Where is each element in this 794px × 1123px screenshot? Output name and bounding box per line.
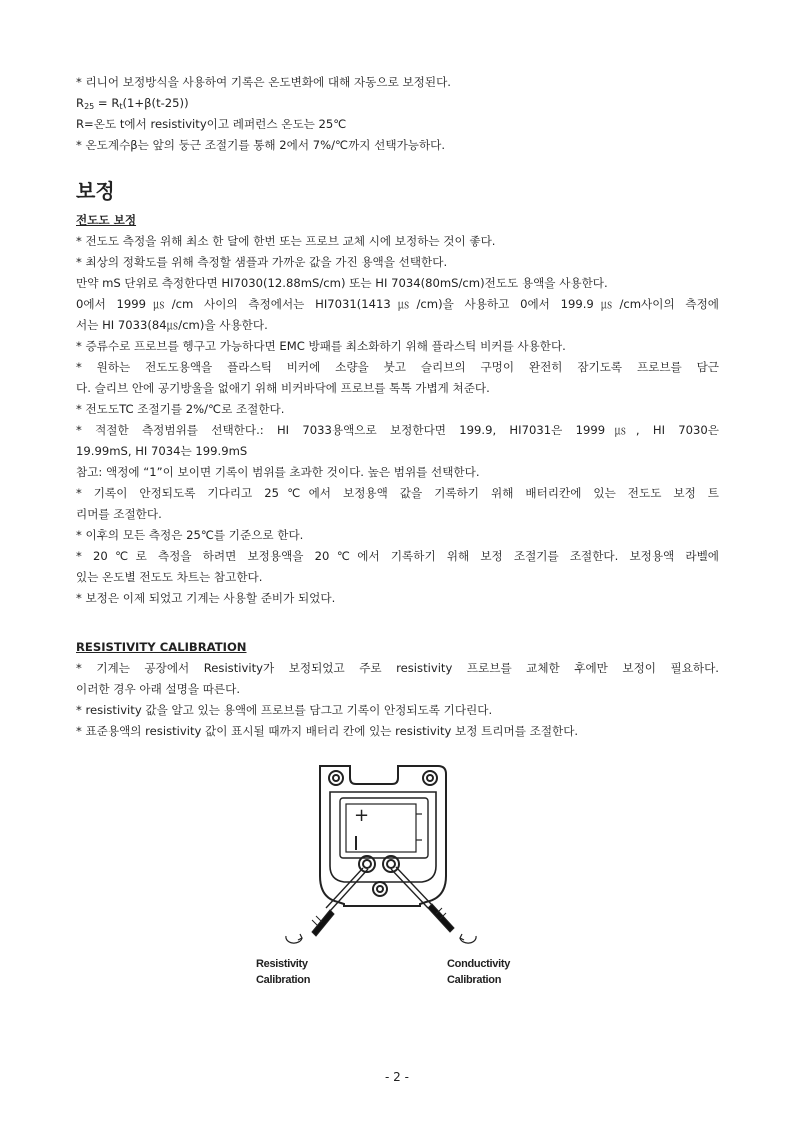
cond-line: * 적절한 측정범위를 선택한다.: HI 7033용액으로 보정한다면 199.9, HI7031은 1999㎲, HI 7030은	[76, 423, 719, 437]
cond-line: * 이후의 모든 측정은 25℃를 기준으로 한다.	[76, 528, 304, 542]
conductivity-calibration-label	[447, 956, 510, 988]
conductivity-label-line-2: Calibration	[447, 974, 502, 986]
intro-line-3: R=온도 t에서 resistivity이고 레퍼런스 온도는 25℃	[76, 117, 347, 131]
formula-line	[76, 93, 719, 114]
cond-line: * 전도도 측정을 위해 최소 한 달에 한번 또는 프로브 교체 시에 보정하는 것이 좋다.	[76, 234, 496, 248]
intro-line-1: * 리니어 보정방식을 사용하여 기록은 온도변화에 대해 자동으로 보정된다.	[76, 75, 451, 89]
cond-line: * 보정은 이제 되었고 기계는 사용할 준비가 되었다.	[76, 591, 336, 605]
res-line: * resistivity 값을 알고 있는 용액에 프로브를 담그고 기록이 안정되도록 기다린다.	[76, 703, 493, 717]
cond-line: 만약 mS 단위로 측정한다면 HI7030(12.88mS/cm) 또는 HI 7034(80mS/cm)전도도 용액을 사용한다.	[76, 276, 608, 290]
cond-line: * 증류수로 프로브를 헹구고 가능하다면 EMC 방패를 최소화하기 위해 플라스틱 비커를 사용한다.	[76, 339, 566, 353]
cond-line: * 20℃로 측정을 하려면 보정용액을 20℃에서 기록하기 위해 보정 조절기를 조절한다. 보정용액 라벨에	[76, 549, 719, 563]
cond-line: * 전도도TC 조절기를 2%/℃로 조절한다.	[76, 402, 285, 416]
conductivity-heading: 전도도 보정	[76, 213, 137, 227]
resistivity-heading: RESISTIVITY CALIBRATION	[76, 640, 247, 654]
res-line: * 기계는 공장에서 Resistivity가 보정되었고 주로 resistivity 프로브를 교체한 후에만 보정이 필요하다.	[76, 661, 719, 675]
cond-line: 서는 HI 7033(84㎲/cm)을 사용한다.	[76, 318, 268, 332]
res-line: 이러한 경우 아래 설명을 따른다.	[76, 682, 241, 696]
cond-line: * 기록이 안정되도록 기다리고 25℃에서 보정용액 값을 기록하기 위해 배터리칸에 있는 전도도 보정 트	[76, 486, 719, 500]
section-title: 보정	[76, 179, 115, 203]
calibration-figure	[250, 756, 540, 994]
resistivity-calibration-label	[256, 956, 310, 988]
intro-block	[76, 72, 719, 156]
resistivity-label-line-1: Resistivity	[256, 958, 308, 970]
cond-line: 리머를 조절한다.	[76, 507, 162, 521]
resistivity-section	[76, 637, 719, 742]
formula-mid: = R	[94, 96, 120, 110]
intro-line-4: * 온도계수β는 앞의 둥근 조절기를 통해 2에서 7%/℃까지 선택가능하다.	[76, 138, 446, 152]
formula-rest: (1+β(t-25))	[122, 96, 189, 110]
cond-line: * 최상의 정확도를 위해 측정할 샘플과 가까운 값을 가진 용액을 선택한다.	[76, 255, 448, 269]
conductivity-label-line-1: Conductivity	[447, 958, 511, 970]
cond-line: 19.99mS, HI 7034는 199.9mS	[76, 444, 248, 458]
formula-lhs: R	[76, 96, 85, 110]
formula-mid-sub: t	[119, 102, 123, 111]
cond-line: 있는 온도별 전도도 차트는 참고한다.	[76, 570, 263, 584]
page-number: - 2 -	[385, 1070, 409, 1084]
cond-line: 0에서 1999㎲/cm 사이의 측정에서는 HI7031(1413㎲/cm)을 사용하고 0에서 199.9㎲/cm사이의 측정에	[76, 297, 719, 311]
resistivity-label-line-2: Calibration	[256, 974, 311, 986]
battery-plus-symbol: +	[354, 805, 370, 826]
cond-line: 다. 슬리브 안에 공기방울을 없애기 위해 비커바닥에 프로브를 톡톡 가볍게 쳐준다.	[76, 381, 490, 395]
formula-lhs-sub: 25	[84, 102, 95, 111]
conductivity-section	[76, 210, 719, 609]
cond-line: 참고: 액정에 “1”이 보이면 기록이 범위를 초과한 것이다. 높은 범위를 선택한다.	[76, 465, 480, 479]
cond-line: * 원하는 전도도용액을 플라스틱 비커에 소량을 붓고 슬리브의 구멍이 완전히 잠기도록 프로브를 담근	[76, 360, 719, 374]
res-line: * 표준용액의 resistivity 값이 표시될 때까지 배터리 칸에 있는 resistivity 보정 트리머를 조절한다.	[76, 724, 579, 738]
